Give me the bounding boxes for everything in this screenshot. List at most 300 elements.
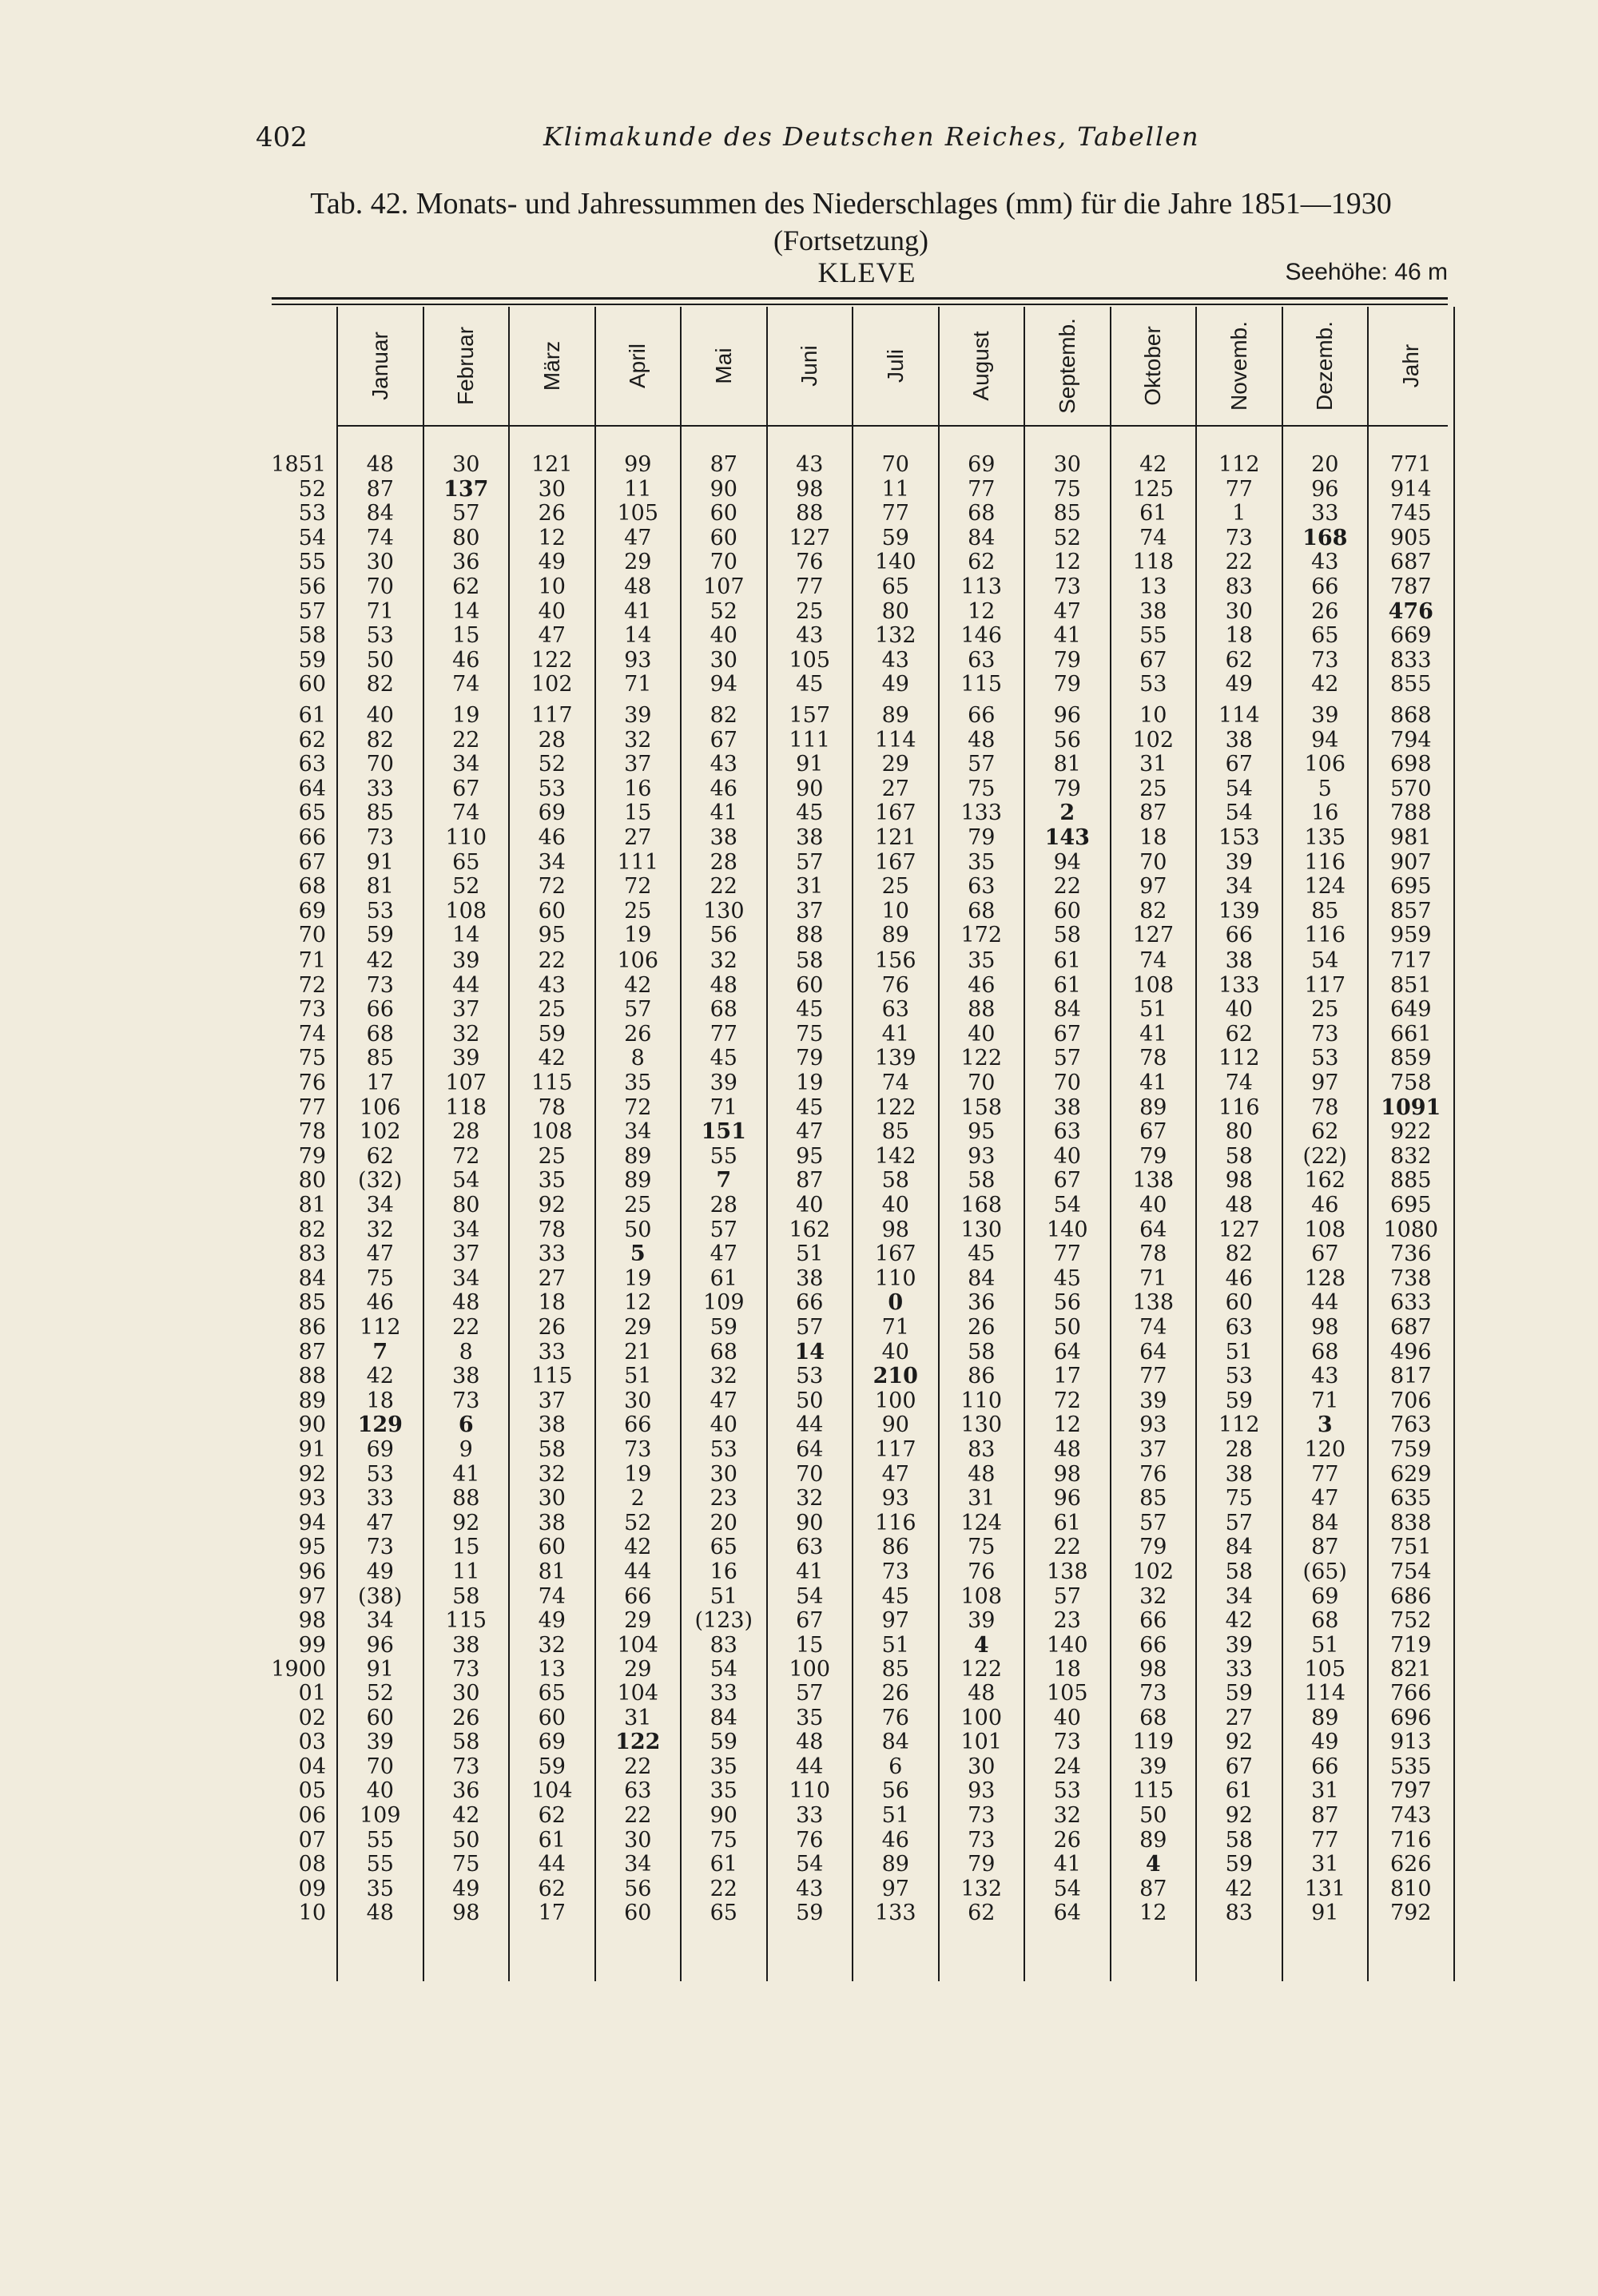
table-cell: 46 [1225, 1265, 1253, 1291]
table-cell: 71 [881, 1315, 909, 1340]
table-cell: 77 [710, 1021, 737, 1047]
table-cell: 75 [710, 1827, 737, 1853]
table-cell: 30 [538, 476, 566, 502]
row-year: 88 [298, 1364, 326, 1389]
table-cell: 34 [624, 1119, 652, 1145]
table-cell: 132 [874, 623, 916, 649]
table-cell: 41 [1139, 1021, 1167, 1047]
table-cell: 39 [710, 1071, 737, 1095]
table-cell: 50 [366, 647, 394, 673]
table-cell: 33 [366, 776, 394, 801]
table-cell: 87 [796, 1168, 824, 1194]
row-year: 66 [298, 825, 326, 850]
table-cell: 39 [968, 1608, 996, 1634]
table-cell: 40 [710, 623, 737, 649]
table-cell: 87 [1139, 800, 1167, 826]
table-cell: 80 [881, 598, 909, 624]
row-year: 94 [298, 1510, 326, 1535]
table-cell: 14 [452, 923, 480, 948]
table-cell: 133 [1218, 972, 1260, 998]
table-cell: 857 [1389, 898, 1432, 924]
table-cell: 108 [531, 1119, 573, 1145]
table-cell: 89 [881, 703, 909, 728]
table-cell: 45 [796, 800, 824, 826]
table-cell: 80 [452, 525, 480, 550]
table-cell: 30 [624, 1388, 652, 1413]
table-cell: 84 [1225, 1535, 1253, 1560]
row-year: 74 [298, 1021, 326, 1047]
table-cell: 68 [1139, 1705, 1167, 1730]
table-cell: 95 [796, 1143, 824, 1169]
table-cell: 27 [624, 825, 652, 850]
table-cell: 13 [538, 1657, 566, 1682]
table-cell: 84 [968, 525, 996, 550]
header-rule [337, 425, 1448, 427]
table-cell: 4 [973, 1632, 989, 1658]
table-cell: 115 [1132, 1778, 1175, 1804]
table-cell: 72 [452, 1143, 480, 1169]
table-cell: 85 [1311, 898, 1339, 924]
table-cell: 797 [1389, 1778, 1432, 1804]
table-cell: 18 [1225, 623, 1253, 649]
table-cell: 687 [1389, 1315, 1432, 1340]
table-cell: 108 [1132, 972, 1175, 998]
row-year: 64 [298, 776, 326, 801]
table-cell: 71 [710, 1094, 737, 1120]
table-cell: 210 [873, 1364, 918, 1389]
table-cell: 68 [1311, 1608, 1339, 1634]
table-cell: 113 [960, 574, 1003, 599]
table-cell: 60 [624, 1901, 652, 1926]
table-cell: 5 [630, 1241, 646, 1267]
table-cell: 77 [1139, 1364, 1167, 1389]
table-cell: 59 [796, 1901, 824, 1926]
table-cell: 75 [452, 1852, 480, 1877]
table-cell: 15 [452, 623, 480, 649]
table-cell: 29 [624, 1657, 652, 1682]
table-cell: 53 [366, 1461, 394, 1487]
table-cell: 635 [1389, 1486, 1432, 1511]
table-cell: 29 [624, 550, 652, 575]
row-year: 62 [298, 727, 326, 753]
table-cell: 61 [1139, 501, 1167, 526]
table-cell: 23 [1053, 1608, 1081, 1634]
table-cell: 39 [366, 1730, 394, 1755]
table-cell: 69 [538, 800, 566, 826]
table-cell: 74 [1139, 525, 1167, 550]
table-cell: 758 [1389, 1071, 1432, 1095]
table-cell: 11 [881, 476, 909, 502]
table-cell: 11 [624, 476, 652, 502]
table-cell: 67 [1139, 647, 1167, 673]
table-cell: 30 [452, 452, 480, 477]
table-cell: 53 [796, 1364, 824, 1389]
table-cell: 41 [452, 1461, 480, 1487]
table-cell: 90 [710, 1803, 737, 1828]
table-cell: 2 [1059, 800, 1075, 826]
table-cell: 62 [366, 1143, 394, 1169]
table-cell: 19 [796, 1071, 824, 1095]
table-cell: 18 [366, 1388, 394, 1413]
table-cell: 25 [624, 1193, 652, 1218]
table-cell: 66 [1311, 574, 1339, 599]
table-cell: 48 [968, 1681, 996, 1706]
row-year: 80 [298, 1168, 326, 1194]
table-cell: 30 [624, 1827, 652, 1853]
table-cell: 67 [1053, 1168, 1081, 1194]
table-cell: 81 [1053, 752, 1081, 777]
row-year: 76 [298, 1071, 326, 1095]
table-cell: 55 [366, 1852, 394, 1877]
column-header: März [539, 340, 564, 391]
row-year: 97 [298, 1583, 326, 1609]
table-cell: 26 [538, 501, 566, 526]
table-cell: 124 [1304, 874, 1346, 900]
table-cell: 84 [1053, 997, 1081, 1023]
table-cell: 7 [716, 1168, 732, 1194]
table-cell: 33 [1225, 1657, 1253, 1682]
table-cell: 79 [796, 1046, 824, 1071]
table-cell: 67 [1225, 752, 1253, 777]
table-cell: 12 [1139, 1901, 1167, 1926]
table-cell: 496 [1389, 1339, 1432, 1364]
table-cell: 91 [366, 849, 394, 875]
table-cell: 110 [874, 1265, 916, 1291]
table-cell: 93 [881, 1486, 909, 1511]
table-cell: 792 [1389, 1901, 1432, 1926]
table-cell: 30 [452, 1681, 480, 1706]
table-cell: 51 [1225, 1339, 1253, 1364]
table-subtitle: (Fortsetzung) [773, 224, 928, 256]
table-cell: 115 [531, 1071, 573, 1095]
table-cell: 73 [366, 825, 394, 850]
table-cell: 73 [1225, 525, 1253, 550]
table-cell: 80 [1225, 1119, 1253, 1145]
table-cell: 69 [968, 452, 996, 477]
table-cell: 63 [796, 1535, 824, 1560]
table-cell: 108 [445, 898, 487, 924]
table-cell: 47 [366, 1241, 394, 1267]
table-cell: 56 [624, 1876, 652, 1901]
table-cell: 135 [1304, 825, 1346, 850]
table-cell: 82 [710, 703, 737, 728]
table-cell: 629 [1389, 1461, 1432, 1487]
table-cell: 98 [1139, 1657, 1167, 1682]
table-cell: 56 [1053, 727, 1081, 753]
column-header: April [625, 343, 650, 389]
table-cell: 57 [710, 1217, 737, 1242]
table-cell: 62 [538, 1876, 566, 1901]
row-year: 65 [298, 800, 326, 826]
table-cell: 27 [881, 776, 909, 801]
table-cell: 50 [1139, 1803, 1167, 1828]
table-cell: 61 [1225, 1778, 1253, 1804]
table-cell: 40 [1139, 1193, 1167, 1218]
table-cell: 38 [452, 1364, 480, 1389]
row-year: 07 [298, 1827, 326, 1853]
table-cell: 50 [624, 1217, 652, 1242]
table-cell: 30 [968, 1754, 996, 1779]
table-cell: 12 [968, 598, 996, 624]
table-cell: 58 [968, 1339, 996, 1364]
table-cell: 68 [366, 1021, 394, 1047]
table-cell: 37 [624, 752, 652, 777]
table-cell: 54 [1225, 800, 1253, 826]
table-cell: 42 [624, 1535, 652, 1560]
table-cell: 132 [960, 1876, 1003, 1901]
table-cell: 35 [366, 1876, 394, 1901]
table-cell: 30 [366, 550, 394, 575]
table-cell: 63 [968, 647, 996, 673]
table-cell: 109 [702, 1290, 745, 1316]
table-cell: 137 [443, 476, 489, 502]
table-cell: 121 [531, 452, 573, 477]
table-cell: 102 [531, 672, 573, 697]
table-cell: 115 [531, 1364, 573, 1389]
table-cell: 22 [452, 727, 480, 753]
table-cell: 75 [968, 1535, 996, 1560]
table-cell: 28 [538, 727, 566, 753]
table-cell: 12 [1053, 550, 1081, 575]
table-cell: 112 [1218, 1046, 1260, 1071]
table-cell: 121 [874, 825, 916, 850]
table-cell: 40 [796, 1193, 824, 1218]
table-cell: 122 [615, 1730, 661, 1755]
table-cell: 16 [1311, 800, 1339, 826]
row-year: 84 [298, 1265, 326, 1291]
table-cell: 33 [796, 1803, 824, 1828]
table-cell: 70 [366, 1754, 394, 1779]
table-cell: 907 [1389, 849, 1432, 875]
table-cell: 19 [452, 703, 480, 728]
table-cell: 37 [452, 1241, 480, 1267]
table-cell: 140 [1046, 1217, 1088, 1242]
table-cell: 43 [538, 972, 566, 998]
table-cell: 46 [968, 972, 996, 998]
table-cell: 55 [710, 1143, 737, 1169]
table-cell: 43 [881, 647, 909, 673]
table-cell: 87 [1139, 1876, 1167, 1901]
table-cell: 43 [710, 752, 737, 777]
table-cell: 112 [359, 1315, 401, 1340]
table-cell: 41 [710, 800, 737, 826]
table-cell: 54 [1053, 1876, 1081, 1901]
table-cell: 72 [624, 874, 652, 900]
table-cell: 51 [796, 1241, 824, 1267]
table-cell: 64 [796, 1437, 824, 1462]
table-cell: 56 [881, 1778, 909, 1804]
table-cell: 38 [796, 825, 824, 850]
table-cell: 922 [1389, 1119, 1432, 1145]
table-cell: 90 [796, 776, 824, 801]
table-cell: 52 [452, 874, 480, 900]
table-cell: 73 [366, 972, 394, 998]
table-cell: 67 [796, 1608, 824, 1634]
table-cell: 70 [366, 752, 394, 777]
table-cell: 66 [968, 703, 996, 728]
table-cell: 30 [1053, 452, 1081, 477]
table-cell: 104 [617, 1681, 659, 1706]
table-cell: 91 [796, 752, 824, 777]
table-cell: 58 [1225, 1559, 1253, 1584]
row-year: 81 [298, 1193, 326, 1218]
table-cell: 139 [1218, 898, 1260, 924]
table-cell: 22 [710, 1876, 737, 1901]
table-cell: 25 [538, 997, 566, 1023]
table-cell: 19 [624, 1265, 652, 1291]
table-cell: 53 [1225, 1364, 1253, 1389]
table-cell: 32 [1053, 1803, 1081, 1828]
table-cell: 45 [710, 1046, 737, 1071]
row-year: 03 [298, 1730, 326, 1755]
table-cell: 26 [452, 1705, 480, 1730]
table-cell: 97 [1311, 1071, 1339, 1095]
table-cell: 31 [1311, 1778, 1339, 1804]
table-cell: 138 [1046, 1559, 1088, 1584]
table-cell: 33 [710, 1681, 737, 1706]
table-cell: 61 [1053, 972, 1081, 998]
table-cell: 115 [445, 1608, 487, 1634]
table-cell: 53 [1311, 1046, 1339, 1071]
table-cell: 88 [452, 1486, 480, 1511]
table-cell: 38 [710, 825, 737, 850]
table-cell: 88 [796, 501, 824, 526]
table-cell: 80 [452, 1193, 480, 1218]
table-cell: 54 [796, 1583, 824, 1609]
table-cell: 59 [710, 1730, 737, 1755]
table-cell: 59 [710, 1315, 737, 1340]
table-cell: 81 [538, 1559, 566, 1584]
table-cell: 48 [796, 1730, 824, 1755]
table-cell: 112 [1218, 1412, 1260, 1438]
table-cell: 74 [1225, 1071, 1253, 1095]
table-cell: 110 [445, 825, 487, 850]
table-cell: 35 [538, 1168, 566, 1194]
table-cell: 75 [968, 776, 996, 801]
table-cell: 115 [960, 672, 1003, 697]
table-cell: 98 [1053, 1461, 1081, 1487]
table-cell: 167 [874, 800, 916, 826]
table-cell: 69 [538, 1730, 566, 1755]
column-header: Juni [797, 345, 822, 387]
table-cell: 172 [960, 923, 1003, 948]
table-cell: 85 [366, 1046, 394, 1071]
table-cell: 39 [1225, 1632, 1253, 1658]
table-cell: (22) [1302, 1143, 1347, 1169]
table-cell: 65 [710, 1901, 737, 1926]
table-cell: 84 [881, 1730, 909, 1755]
table-cell: 58 [1053, 923, 1081, 948]
table-cell: 102 [1132, 727, 1175, 753]
table-cell: 859 [1389, 1046, 1432, 1071]
page-number: 402 [256, 121, 308, 153]
row-year: 98 [298, 1608, 326, 1634]
table-cell: 39 [452, 1046, 480, 1071]
row-year: 67 [298, 849, 326, 875]
table-cell: 54 [1311, 948, 1339, 973]
table-cell: 127 [1218, 1217, 1260, 1242]
table-cell: 754 [1389, 1559, 1432, 1584]
table-cell: 72 [624, 1094, 652, 1120]
table-cell: 82 [1139, 898, 1167, 924]
table-cell: 626 [1389, 1852, 1432, 1877]
table-cell: 117 [1304, 972, 1346, 998]
table-cell: 42 [1139, 452, 1167, 477]
table-cell: 18 [1053, 1657, 1081, 1682]
table-cell: 22 [624, 1803, 652, 1828]
table-cell: 686 [1389, 1583, 1432, 1609]
table-cell: 49 [452, 1876, 480, 1901]
table-cell: 12 [624, 1290, 652, 1316]
table-cell: 766 [1389, 1681, 1432, 1706]
table-cell: 22 [624, 1754, 652, 1779]
row-year: 57 [298, 598, 326, 624]
table-cell: 114 [874, 727, 916, 753]
table-cell: 914 [1389, 476, 1432, 502]
table-cell: 794 [1389, 727, 1432, 753]
row-year: 77 [298, 1094, 326, 1120]
table-cell: 59 [538, 1754, 566, 1779]
table-cell: 116 [1304, 849, 1346, 875]
row-year: 06 [298, 1803, 326, 1828]
table-cell: 25 [881, 874, 909, 900]
table-cell: 38 [538, 1510, 566, 1535]
table-cell: 62 [1311, 1119, 1339, 1145]
table-cell: 63 [1053, 1119, 1081, 1145]
table-cell: 73 [881, 1559, 909, 1584]
table-cell: 75 [796, 1021, 824, 1047]
table-cell: 42 [538, 1046, 566, 1071]
table-cell: 43 [1311, 1364, 1339, 1389]
table-cell: (32) [358, 1168, 403, 1194]
table-cell: 122 [874, 1094, 916, 1120]
table-cell: 68 [968, 898, 996, 924]
table-cell: 851 [1389, 972, 1432, 998]
table-cell: 34 [452, 1265, 480, 1291]
table-cell: 66 [366, 997, 394, 1023]
table-cell: 139 [874, 1046, 916, 1071]
top-rule-thick [272, 297, 1448, 300]
table-cell: 26 [538, 1315, 566, 1340]
table-cell: 39 [1139, 1388, 1167, 1413]
row-year: 83 [298, 1241, 326, 1267]
table-cell: 10 [881, 898, 909, 924]
table-cell: 72 [1053, 1388, 1081, 1413]
table-cell: 74 [366, 525, 394, 550]
row-year: 04 [298, 1754, 326, 1779]
row-year: 61 [298, 703, 326, 728]
table-cell: 74 [452, 672, 480, 697]
row-year: 08 [298, 1852, 326, 1877]
table-cell: 109 [359, 1803, 401, 1828]
table-cell: 32 [1139, 1583, 1167, 1609]
table-cell: 73 [452, 1754, 480, 1779]
station-name: KLEVE [817, 256, 916, 288]
table-cell: 64 [1139, 1217, 1167, 1242]
table-cell: 32 [538, 1632, 566, 1658]
table-cell: 89 [881, 1852, 909, 1877]
table-cell: 44 [624, 1559, 652, 1584]
table-cell: 87 [710, 452, 737, 477]
table-cell: 73 [624, 1437, 652, 1462]
table-cell: 50 [1053, 1315, 1081, 1340]
table-cell: 62 [452, 574, 480, 599]
table-cell: 885 [1389, 1168, 1432, 1194]
table-cell: 661 [1389, 1021, 1432, 1047]
table-cell: 34 [1225, 1583, 1253, 1609]
table-cell: 69 [366, 1437, 394, 1462]
table-cell: 34 [452, 1217, 480, 1242]
